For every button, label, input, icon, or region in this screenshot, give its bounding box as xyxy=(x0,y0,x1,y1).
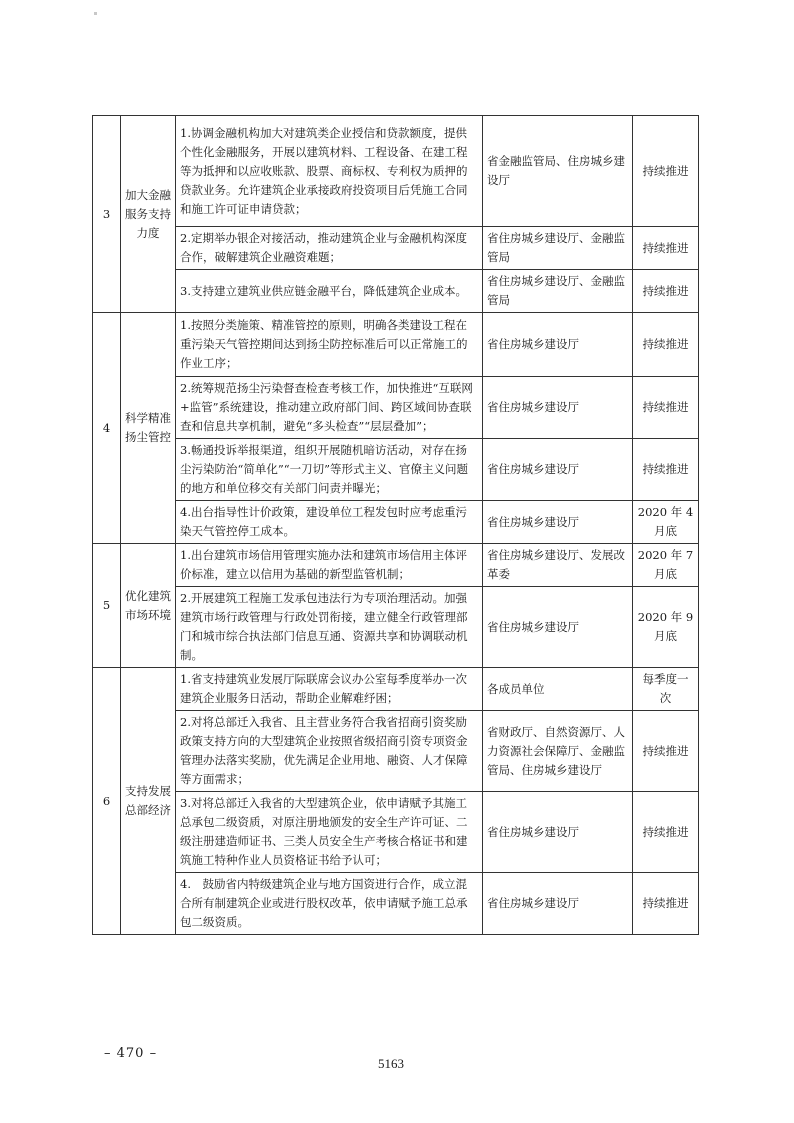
item-number: 3 xyxy=(93,116,121,313)
item-number: 6 xyxy=(93,668,121,935)
table-row xyxy=(93,313,699,377)
page-number: – 470 – xyxy=(104,1046,158,1061)
table-row xyxy=(93,668,699,711)
deadline: 持续推进 xyxy=(633,377,699,439)
task-text: 1.协调金融机构加大对建筑类企业授信和贷款额度，提供个性化金融服务，开展以建筑材料、工程设备、在建工程等为抵押和以应收账款、股票、商标权、专利权为质押的贷款业务。允许建筑企业承接政府投资项目后凭施工合同和施工许可证申请贷款； xyxy=(176,116,483,227)
table-row xyxy=(93,873,699,935)
task-text: 1.按照分类施策、精准管控的原则，明确各类建设工程在重污染天气管控期间达到扬尘防控标准后可以正常施工的作业工序； xyxy=(176,313,483,377)
responsible-dept: 省住房城乡建设厅、发展改革委 xyxy=(483,544,633,587)
responsible-dept: 省住房城乡建设厅 xyxy=(483,587,633,668)
item-title: 优化建筑市场环境 xyxy=(121,544,176,668)
table-row xyxy=(93,501,699,544)
table-row xyxy=(93,711,699,792)
deadline: 2020 年 7 月底 xyxy=(633,544,699,587)
task-text: 4.出台指导性计价政策，建设单位工程发包时应考虑重污染天气管控停工成本。 xyxy=(176,501,483,544)
task-text: 4. 鼓励省内特级建筑企业与地方国资进行合作，成立混合所有制建筑企业或进行股权改革，依申请赋予施工总承包二级资质。 xyxy=(176,873,483,935)
item-title: 支持发展总部经济 xyxy=(121,668,176,935)
policy-table xyxy=(92,115,699,935)
task-text: 1.出台建筑市场信用管理实施办法和建筑市场信用主体评价标准，建立以信用为基础的新型监管机制； xyxy=(176,544,483,587)
responsible-dept: 省住房城乡建设厅、金融监管局 xyxy=(483,227,633,270)
deadline: 2020 年 9 月底 xyxy=(633,587,699,668)
task-text: 3.畅通投诉举报渠道，组织开展随机暗访活动，对存在扬尘污染防治“简单化”“一刀切”等形式主义、官僚主义问题的地方和单位移交有关部门问责并曝光； xyxy=(176,439,483,501)
responsible-dept: 省财政厅、自然资源厅、人力资源社会保障厅、金融监管局、住房城乡建设厅 xyxy=(483,711,633,792)
item-title: 加大金融服务支持力度 xyxy=(121,116,176,313)
table-row xyxy=(93,544,699,587)
scan-mark xyxy=(94,12,97,15)
responsible-dept: 省住房城乡建设厅 xyxy=(483,313,633,377)
task-text: 2.定期举办银企对接活动，推动建筑企业与金融机构深度合作，破解建筑企业融资难题； xyxy=(176,227,483,270)
deadline: 每季度一次 xyxy=(633,668,699,711)
table-row xyxy=(93,377,699,439)
responsible-dept: 各成员单位 xyxy=(483,668,633,711)
gazette-page-number: 5163 xyxy=(378,1056,404,1071)
responsible-dept: 省金融监管局、住房城乡建设厅 xyxy=(483,116,633,227)
task-text: 3.支持建立建筑业供应链金融平台，降低建筑企业成本。 xyxy=(176,270,483,313)
deadline: 持续推进 xyxy=(633,439,699,501)
deadline: 持续推进 xyxy=(633,116,699,227)
table-row xyxy=(93,227,699,270)
responsible-dept: 省住房城乡建设厅 xyxy=(483,792,633,873)
responsible-dept: 省住房城乡建设厅 xyxy=(483,501,633,544)
deadline: 持续推进 xyxy=(633,792,699,873)
deadline: 持续推进 xyxy=(633,227,699,270)
task-text: 3.对将总部迁入我省的大型建筑企业，依申请赋予其施工总承包二级资质，对原注册地颁发的安全生产许可证、二级注册建造师证书、三类人员安全生产考核合格证书和建筑施工特种作业人员资格证书给予认可； xyxy=(176,792,483,873)
deadline: 持续推进 xyxy=(633,313,699,377)
task-text: 2.开展建筑工程施工发承包违法行为专项治理活动。加强建筑市场行政管理与行政处罚衔接，建立健全行政管理部门和城市综合执法部门信息互通、资源共享和协调联动机制。 xyxy=(176,587,483,668)
item-title: 科学精准扬尘管控 xyxy=(121,313,176,544)
deadline: 持续推进 xyxy=(633,270,699,313)
task-text: 2.对将总部迁入我省、且主营业务符合我省招商引资奖励政策支持方向的大型建筑企业按照省级招商引资专项资金管理办法落实奖励，优先满足企业用地、融资、人才保障等方面需求； xyxy=(176,711,483,792)
table-row xyxy=(93,270,699,313)
table-row xyxy=(93,439,699,501)
table-row xyxy=(93,792,699,873)
deadline: 持续推进 xyxy=(633,711,699,792)
responsible-dept: 省住房城乡建设厅 xyxy=(483,873,633,935)
task-text: 1.省支持建筑业发展厅际联席会议办公室每季度举办一次建筑企业服务日活动，帮助企业解难纾困； xyxy=(176,668,483,711)
deadline: 2020 年 4 月底 xyxy=(633,501,699,544)
table-row xyxy=(93,116,699,227)
table-row xyxy=(93,587,699,668)
task-text: 2.统筹规范扬尘污染督查检查考核工作，加快推进“互联网+监管”系统建设，推动建立政府部门间、跨区域间协查联查和信息共享机制，避免“多头检查”“层层叠加”； xyxy=(176,377,483,439)
responsible-dept: 省住房城乡建设厅、金融监管局 xyxy=(483,270,633,313)
responsible-dept: 省住房城乡建设厅 xyxy=(483,377,633,439)
responsible-dept: 省住房城乡建设厅 xyxy=(483,439,633,501)
item-number: 5 xyxy=(93,544,121,668)
deadline: 持续推进 xyxy=(633,873,699,935)
item-number: 4 xyxy=(93,313,121,544)
